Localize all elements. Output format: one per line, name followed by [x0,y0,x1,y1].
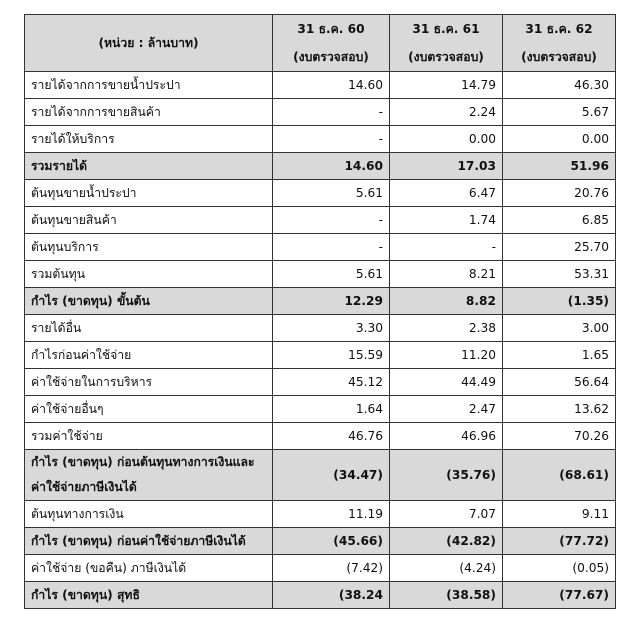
row-value: 6.85 [503,207,616,234]
column-date: 31 ธ.ค. 60 [297,21,365,36]
table-row [25,555,616,582]
row-label: กำไร (ขาดทุน) ก่อนต้นทุนทางการเงินและค่าใช้จ่ายภาษีเงินได้ [25,450,273,501]
column-date: 31 ธ.ค. 61 [412,21,480,36]
row-value: 46.96 [390,423,503,450]
row-value: 46.76 [273,423,390,450]
row-value: 5.67 [503,99,616,126]
row-value: (7.42) [273,555,390,582]
row-value: (77.67) [503,582,616,609]
table-row [25,315,616,342]
subtotal-row [25,528,616,555]
table-row [25,261,616,288]
row-label: กำไรก่อนค่าใช้จ่าย [25,342,273,369]
row-label: ค่าใช้จ่ายอื่นๆ [25,396,273,423]
row-label: รวมต้นทุน [25,261,273,288]
row-value: 14.60 [273,72,390,99]
column-status: (งบตรวจสอบ) [408,49,484,64]
row-value: 7.07 [390,501,503,528]
table-row [25,423,616,450]
table-row [25,72,616,99]
row-value: 8.21 [390,261,503,288]
row-value: (68.61) [503,450,616,501]
row-value: 1.64 [273,396,390,423]
table-row [25,342,616,369]
row-label: ค่าใช้จ่ายในการบริหาร [25,369,273,396]
row-value: (34.47) [273,450,390,501]
table-row [25,369,616,396]
row-value: (1.35) [503,288,616,315]
row-value: - [273,207,390,234]
row-value: 1.74 [390,207,503,234]
row-value: 3.00 [503,315,616,342]
row-value: - [273,126,390,153]
row-label: รายได้ให้บริการ [25,126,273,153]
row-value: 70.26 [503,423,616,450]
row-label: รายได้จากการขายสินค้า [25,99,273,126]
row-value: 56.64 [503,369,616,396]
table-row [25,207,616,234]
subtotal-row [25,582,616,609]
row-label: รายได้จากการขายน้ำประปา [25,72,273,99]
table-row [25,180,616,207]
table-header-row [25,15,616,72]
table-row [25,396,616,423]
unit-label-text: (หน่วย : ล้านบาท) [98,35,199,50]
column-status: (งบตรวจสอบ) [293,49,369,64]
row-label: กำไร (ขาดทุน) ก่อนค่าใช้จ่ายภาษีเงินได้ [25,528,273,555]
row-value: 25.70 [503,234,616,261]
table-row [25,234,616,261]
row-label: ค่าใช้จ่าย (ขอคืน) ภาษีเงินได้ [25,555,273,582]
row-value: - [390,234,503,261]
row-value: 46.30 [503,72,616,99]
row-value: (45.66) [273,528,390,555]
row-value: 0.00 [503,126,616,153]
row-value: 17.03 [390,153,503,180]
row-value: 14.79 [390,72,503,99]
row-value: 2.38 [390,315,503,342]
row-value: 5.61 [273,180,390,207]
row-label: รวมค่าใช้จ่าย [25,423,273,450]
unit-label [25,15,273,72]
row-value: 2.47 [390,396,503,423]
row-value: 44.49 [390,369,503,396]
subtotal-row [25,450,616,501]
row-label: ต้นทุนขายน้ำประปา [25,180,273,207]
table-row [25,99,616,126]
subtotal-row [25,153,616,180]
row-value: 9.11 [503,501,616,528]
row-value: 20.76 [503,180,616,207]
row-value: (0.05) [503,555,616,582]
column-header-2019 [503,15,616,72]
subtotal-row [25,288,616,315]
row-label: ต้นทุนบริการ [25,234,273,261]
row-value: 51.96 [503,153,616,180]
row-label: กำไร (ขาดทุน) สุทธิ [25,582,273,609]
row-value: 3.30 [273,315,390,342]
row-label: รวมรายได้ [25,153,273,180]
row-value: 1.65 [503,342,616,369]
column-header-2017 [273,15,390,72]
row-value: 6.47 [390,180,503,207]
row-value: 2.24 [390,99,503,126]
row-label: ต้นทุนขายสินค้า [25,207,273,234]
row-label: ต้นทุนทางการเงิน [25,501,273,528]
income-statement-table [24,14,616,609]
table-body [25,72,616,609]
row-value: 8.82 [390,288,503,315]
row-value: 12.29 [273,288,390,315]
row-value: (38.58) [390,582,503,609]
row-value: (35.76) [390,450,503,501]
table-row [25,126,616,153]
row-value: (4.24) [390,555,503,582]
row-label: กำไร (ขาดทุน) ขั้นต้น [25,288,273,315]
row-value: 15.59 [273,342,390,369]
row-value: 53.31 [503,261,616,288]
row-value: 5.61 [273,261,390,288]
row-value: (77.72) [503,528,616,555]
row-value: 0.00 [390,126,503,153]
row-value: 13.62 [503,396,616,423]
row-label: รายได้อื่น [25,315,273,342]
column-header-2018 [390,15,503,72]
column-status: (งบตรวจสอบ) [521,49,597,64]
row-value: 11.19 [273,501,390,528]
row-value: (42.82) [390,528,503,555]
column-date: 31 ธ.ค. 62 [525,21,593,36]
row-value: - [273,99,390,126]
row-value: - [273,234,390,261]
row-value: 14.60 [273,153,390,180]
row-value: 11.20 [390,342,503,369]
row-value: (38.24 [273,582,390,609]
row-value: 45.12 [273,369,390,396]
table-row [25,501,616,528]
